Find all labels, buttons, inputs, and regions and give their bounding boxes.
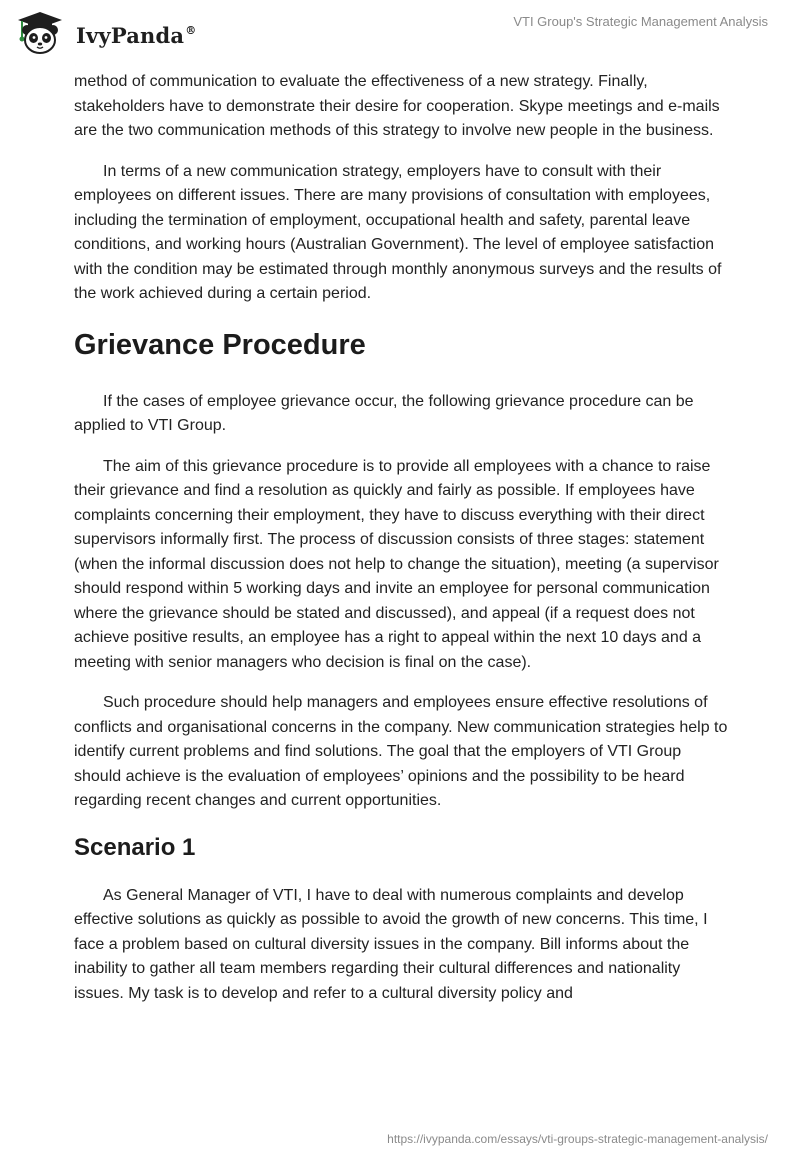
heading-scenario-1: Scenario 1 — [74, 833, 196, 861]
paragraph-grievance-intro: If the cases of employee grievance occur, the following grievance procedure can be applied to VTI Group. — [74, 392, 694, 434]
paragraph-grievance-aim: The aim of this grievance procedure is to provide all employees with a chance to raise their grievance and find a resolution as quickly and fairly as possible. If employees have complaints concerning their employment, they have to discuss everything with their direct supervisors informally first. The process of discussion consists of three stages: statement (when the informal discussion does not help to change the situation), meeting (a supervisor should respond within 5 working days and invite an employee for personal communication where the grievance should be stated and discussed), and appeal (if a request does not achieve positive results, an employee has a right to appeal within the next 10 days and a meeting with senior managers who decision is final on the case). — [74, 457, 719, 671]
article-content — [74, 70, 730, 1006]
paragraph-scenario: As General Manager of VTI, I have to deal with numerous complaints and develop effective solutions as quickly as possible to avoid the growth of new concerns. This time, I face a problem based on cultural diversity issues in the company. Bill informs about the inability to gather all team members regarding their cultural differences and nationality issues. My task is to develop and refer to a cultural diversity policy and — [74, 886, 708, 1002]
heading-grievance-procedure: Grievance Procedure — [74, 328, 366, 361]
paragraph-intro: method of communication to evaluate the effectiveness of a new strategy. Finally, stakeholders have to demonstrate their desire for cooperation. Skype meetings and e-mails are the two communication methods of this strategy to involve new people in the business. — [74, 73, 720, 139]
brand-name: IvyPanda® — [76, 22, 197, 48]
panda-logo-icon — [14, 10, 66, 56]
source-url[interactable]: https://ivypanda.com/essays/vti-groups-strategic-management-analysis/ — [387, 1132, 768, 1146]
ivypanda-logo[interactable] — [14, 10, 196, 56]
page-header — [0, 0, 800, 70]
paragraph-grievance-resolution: Such procedure should help managers and employees ensure effective resolutions of conflicts and organisational concerns in the company. New communication strategies help to identify current problems and find solutions. The goal that the employers of VTI Group should achieve is the evaluation of employees’ opinions and the possibility to be heard regarding recent changes and current opportunities. — [74, 694, 728, 809]
document-title: VTI Group's Strategic Management Analysis — [513, 14, 768, 29]
paragraph-consultation: In terms of a new communication strategy, employers have to consult with their employees on different issues. There are many provisions of consultation with employees, including the termination of employment, occupational health and safety, parental leave conditions, and working hours (Australian Government). The level of employee satisfaction with the condition may be estimated through monthly anonymous surveys and the results of the work achieved during a certain period. — [74, 162, 722, 302]
